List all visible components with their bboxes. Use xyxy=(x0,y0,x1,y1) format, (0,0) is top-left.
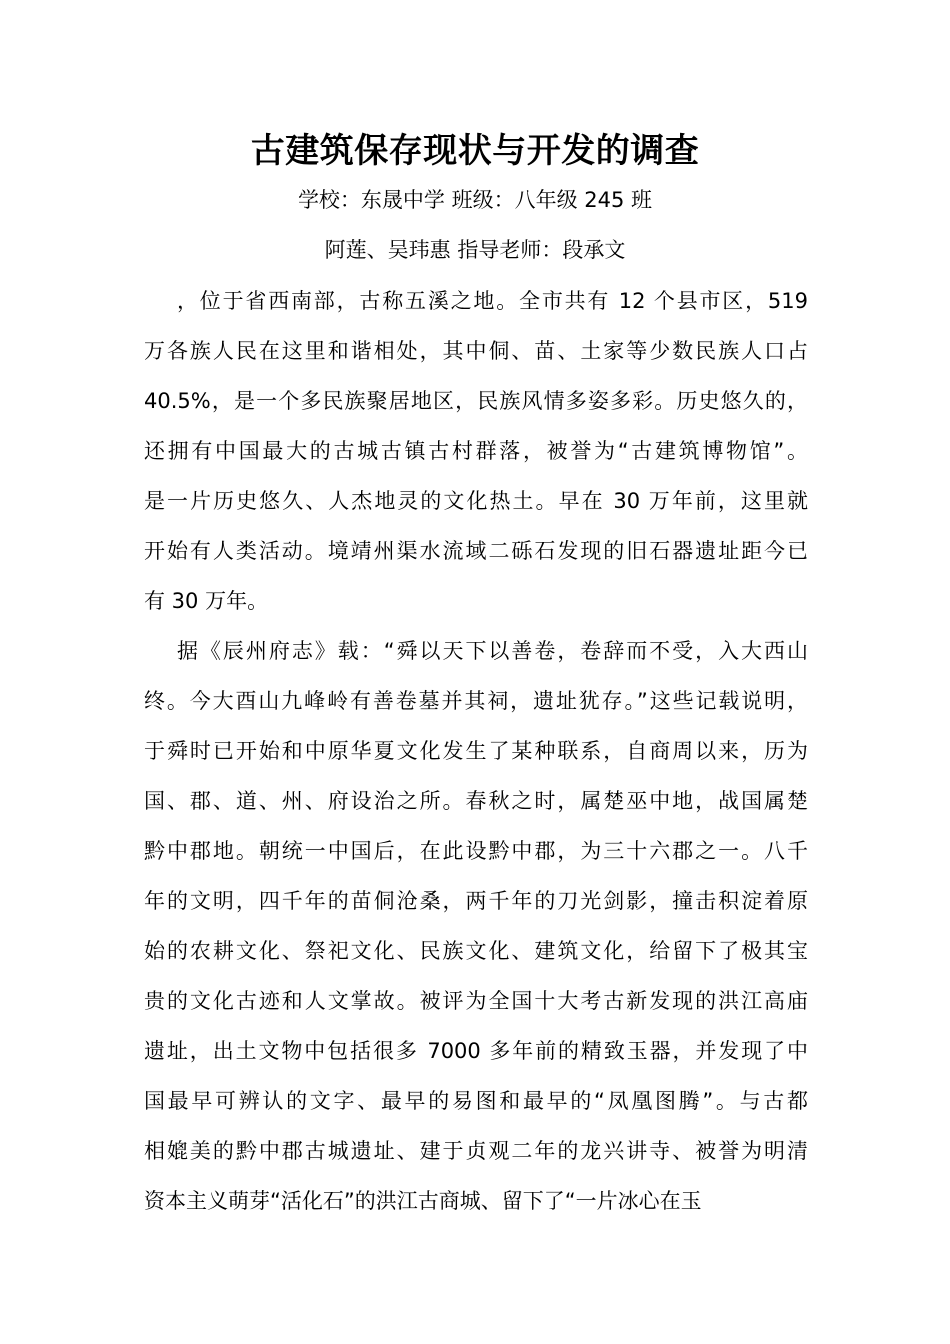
paragraph-line: 据《辰州府志》载：“舜以天下以善卷，卷辞而不受，入大西山 xyxy=(177,639,808,663)
paragraph-line: 资本主义萌芽“活化石”的洪江古商城、留下了“一片冰心在玉 xyxy=(144,1189,702,1213)
document-title: 古建筑保存现状与开发的调查 xyxy=(250,131,700,171)
paragraph-1 xyxy=(144,283,808,633)
paragraph-line: 是一片历史悠久、人杰地灵的文化热土。早在 30 万年前，这里就 xyxy=(144,489,808,513)
paragraph-line: 始的农耕文化、祭祀文化、民族文化、建筑文化，给留下了极其宝 xyxy=(144,939,808,963)
document-body xyxy=(144,283,808,1233)
paragraph-line: ，位于省西南部，古称五溪之地。全市共有 12 个县市区，519 xyxy=(177,289,808,313)
paragraph-line: 遗址，出土文物中包括很多 7000 多年前的精致玉器，并发现了中 xyxy=(144,1039,808,1063)
paragraph-line: 贵的文化古迹和人文掌故。被评为全国十大考古新发现的洪江高庙 xyxy=(144,989,808,1013)
paragraph-line: 年的文明，四千年的苗侗沧桑，两千年的刀光剑影，撞击积淀着原 xyxy=(144,889,808,913)
paragraph-line: 相媲美的黔中郡古城遗址、建于贞观二年的龙兴讲寺、被誉为明清 xyxy=(144,1139,808,1163)
paragraph-line: 终。今大酉山九峰岭有善卷墓并其祠，遗址犹存。”这些记载说明， xyxy=(144,689,808,713)
school-class-line: 学校：东晟中学 班级：八年级 245 班 xyxy=(297,188,653,212)
paragraph-line: 有 30 万年。 xyxy=(144,589,269,613)
paragraph-line: 万各族人民在这里和谐相处，其中侗、苗、土家等少数民族人口占 xyxy=(144,339,808,363)
paragraph-line: 黔中郡地。朝统一中国后，在此设黔中郡，为三十六郡之一。八千 xyxy=(144,839,808,863)
paragraph-2 xyxy=(144,633,808,1233)
authors-advisor-line: 阿莲、吴玮惠 指导老师：段承文 xyxy=(324,238,626,262)
paragraph-line: 还拥有中国最大的古城古镇古村群落，被誉为“古建筑博物馆”。 xyxy=(144,439,808,463)
paragraph-line: 于舜时已开始和中原华夏文化发生了某种联系，自商周以来，历为 xyxy=(144,739,808,763)
paragraph-line: 国最早可辨认的文字、最早的易图和最早的“凤凰图腾”。与古都 xyxy=(144,1089,808,1113)
paragraph-line: 40.5%，是一个多民族聚居地区，民族风情多姿多彩。历史悠久的， xyxy=(144,389,808,413)
paragraph-line: 国、郡、道、州、府设治之所。春秋之时，属楚巫中地，战国属楚 xyxy=(144,789,808,813)
paragraph-line: 开始有人类活动。境靖州渠水流域二砾石发现的旧石器遗址距今已 xyxy=(144,539,808,563)
